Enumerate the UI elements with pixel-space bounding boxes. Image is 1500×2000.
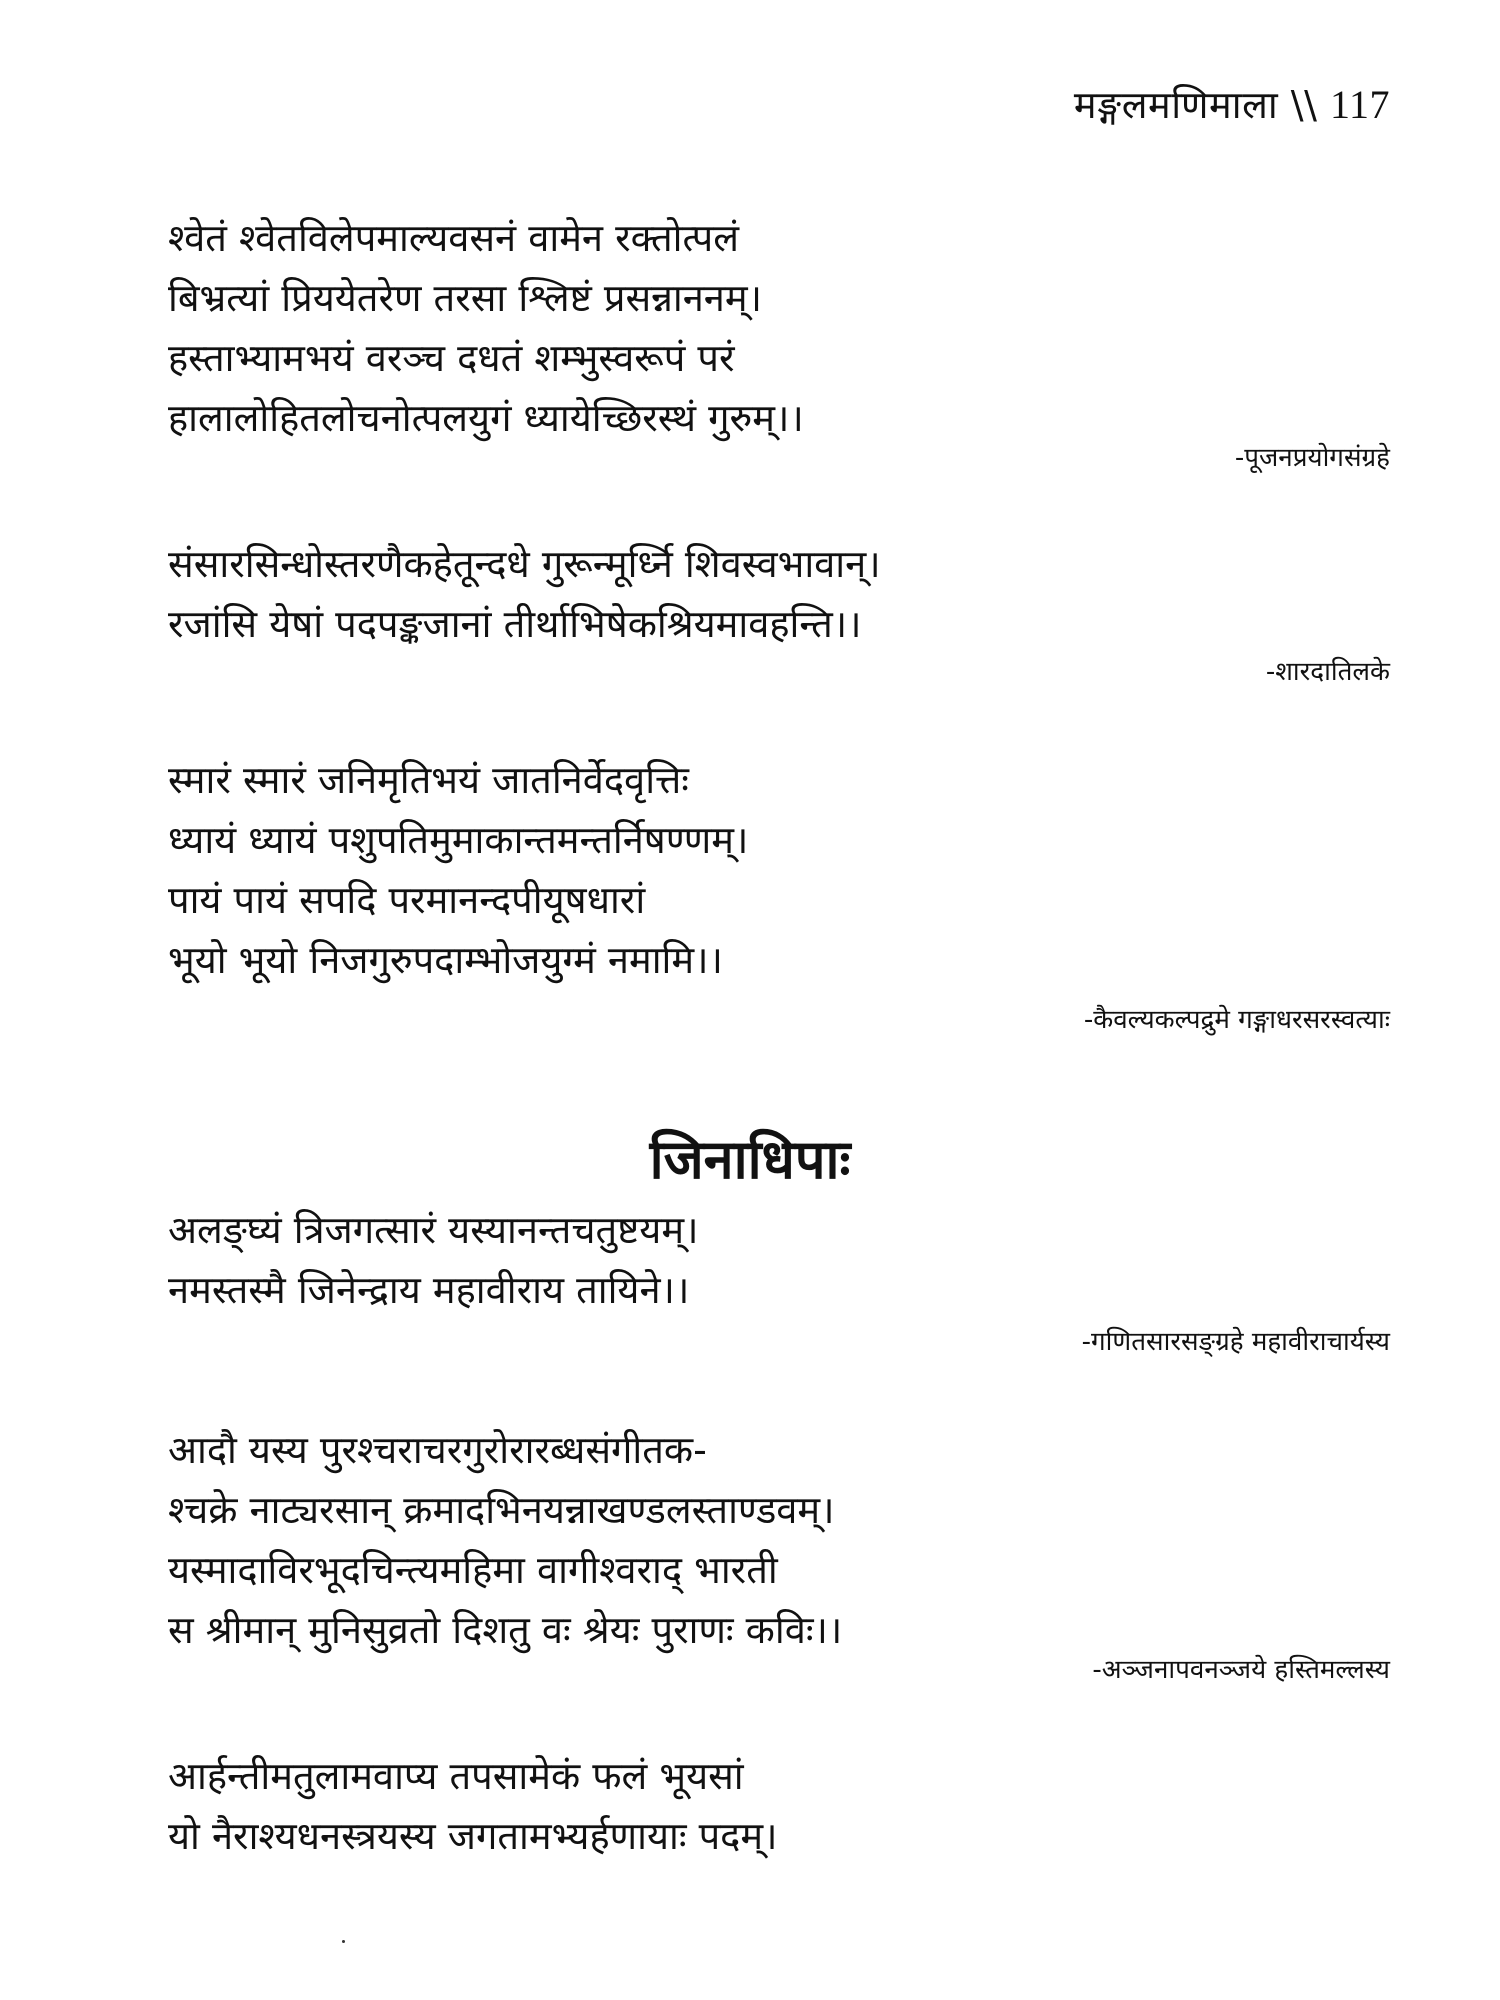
verse-line: श्चक्रे नाट्यरसान् क्रमादभिनयन्नाखण्डलस्ताण्डवम्। bbox=[168, 1488, 835, 1532]
verse-line: रजांसि येषां पदपङ्कजानां तीर्थाभिषेकश्रियमावहन्ति।। bbox=[168, 602, 862, 646]
verse-line: हस्ताभ्यामभयं वरञ्च दधतं शम्भुस्वरूपं परं bbox=[168, 336, 735, 380]
section-verse-1 bbox=[168, 1200, 1348, 1320]
verse-line: श्वेतं श्वेतविलेपमाल्यवसनं वामेन रक्तोत्पलं bbox=[168, 216, 739, 260]
stray-mark bbox=[342, 1940, 345, 1943]
running-header bbox=[1074, 78, 1390, 130]
section-heading: जिनाधिपाः bbox=[649, 1128, 851, 1191]
verse-line: स श्रीमान् मुनिसुव्रतो दिशतु वः श्रेयः पुराणः कविः।। bbox=[168, 1608, 843, 1652]
verse-2 bbox=[168, 534, 1348, 654]
verse-line: ध्यायं ध्यायं पशुपतिमुमाकान्तमन्तर्निषण्णम्। bbox=[168, 818, 749, 862]
header-separator: \\ bbox=[1290, 83, 1318, 127]
verse-source: -गणितसारसङ्ग्रहे महावीराचार्यस्य bbox=[1081, 1327, 1390, 1357]
verse-line: बिभ्रत्यां प्रिययेतरेण तरसा श्लिष्टं प्रसन्नाननम्। bbox=[168, 276, 762, 320]
verse-line: यो नैराश्यधनस्त्रयस्य जगतामभ्यर्हणायाः पदम्। bbox=[168, 1814, 778, 1858]
verse-line: संसारसिन्धोस्तरणैकहेतून्दधे गुरून्मूर्ध्नि शिवस्वभावान्। bbox=[168, 542, 881, 586]
verse-1 bbox=[168, 208, 1348, 448]
verse-line: नमस्तस्मै जिनेन्द्राय महावीराय तायिने।। bbox=[168, 1268, 690, 1312]
verse-source: -शारदातिलके bbox=[1265, 657, 1390, 687]
verse-line: हालालोहितलोचनोत्पलयुगं ध्यायेच्छिरस्थं गुरुम्।। bbox=[168, 396, 804, 440]
section-verse-3 bbox=[168, 1746, 1348, 1866]
verse-line: पायं पायं सपदि परमानन्दपीयूषधारां bbox=[168, 878, 646, 922]
verse-source: -कैवल्यकल्पद्रुमे गङ्गाधरसरस्वत्याः bbox=[1083, 1005, 1390, 1035]
verse-line: स्मारं स्मारं जनिमृतिभयं जातनिर्वेदवृत्तिः bbox=[168, 758, 689, 802]
verse-line: आर्हन्तीमतुलामवाप्य तपसामेकं फलं भूयसां bbox=[168, 1754, 744, 1798]
verse-3 bbox=[168, 750, 1348, 990]
verse-line: आदौ यस्य पुरश्चराचरगुरोरारब्धसंगीतक- bbox=[168, 1428, 707, 1472]
verse-line: यस्मादाविरभूदचिन्त्यमहिमा वागीश्वराद् भारती bbox=[168, 1548, 778, 1592]
verse-source: -पूजनप्रयोगसंग्रहे bbox=[1234, 443, 1390, 473]
verse-line: भूयो भूयो निजगुरुपदाम्भोजयुग्मं नमामि।। bbox=[168, 938, 723, 982]
header-title: मङ्गलमणिमाला bbox=[1073, 83, 1279, 127]
page-number: 117 bbox=[1329, 82, 1390, 127]
verse-line: अलङ्घ्यं त्रिजगत्सारं यस्यानन्तचतुष्टयम्। bbox=[168, 1208, 699, 1252]
verse-source: -अञ्जनापवनञ्जये हस्तिमल्लस्य bbox=[1092, 1655, 1390, 1685]
section-verse-2 bbox=[168, 1420, 1348, 1660]
